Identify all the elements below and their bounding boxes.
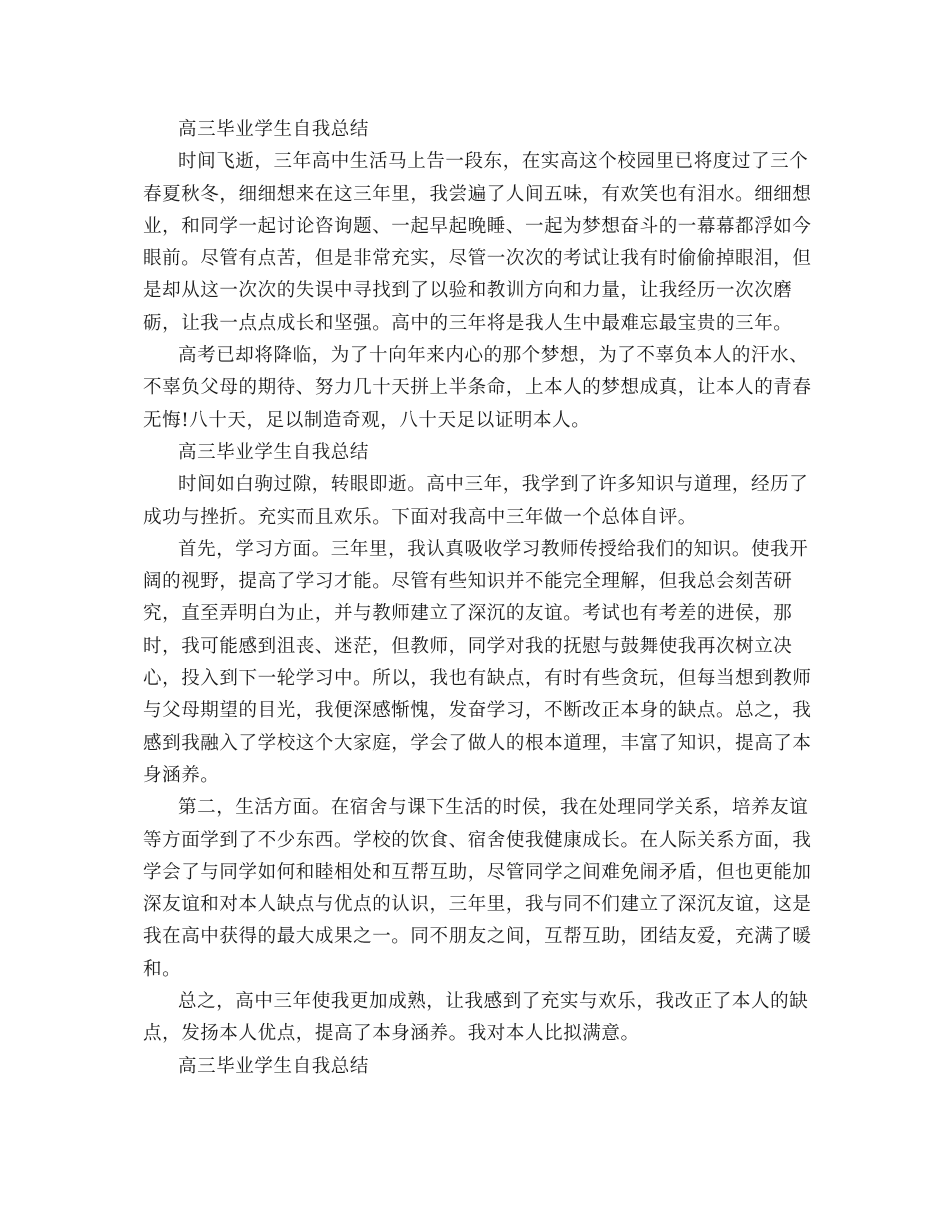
paragraph: 总之，高中三年使我更加成熟，让我感到了充实与欢乐，我改正了本人的缺点，发扬本人优点，提高了本身涵养。我对本人比拟满意。 [143, 991, 809, 1045]
paragraph: 时间飞逝，三年高中生活马上告一段东，在实高这个校园里已将度过了三个春夏秋冬，细细想来在这三年里，我尝遍了人间五味，有欢笑也有泪水。细细想业，和同学一起讨论咨询题、一起早起晚睡、一起为梦想奋斗的一幕幕都浮如今眼前。尽管有点苦，但是非常充实，尽管一次次的考试让我有时偷偷掉眼泪，但是却从这一次次的失误中寻找到了以验和教训方向和力量，让我经历一次次磨砺，让我一点点成长和坚强。高中的三年将是我人生中最难忘最宝贵的三年。 [143, 151, 812, 334]
section-heading: 高三毕业学生自我总结 [178, 441, 370, 463]
paragraph: 时间如白驹过隙，转眼即逝。高中三年，我学到了许多知识与道理，经历了成功与挫折。充实而且欢乐。下面对我高中三年做一个总体自评。 [143, 474, 809, 528]
paragraph: 首先，学习方面。三年里，我认真吸收学习教师传授给我们的知识。使我开阔的视野，提高了学习才能。尽管有些知识并不能完全理解，但我总会刻苦研究，直至弄明白为止，并与教师建立了深沉的友谊。考试也有考差的进侯，那时，我可能感到沮丧、迷茫，但教师，同学对我的抚慰与鼓舞使我再次树立决心，投入到下一轮学习中。所以，我也有缺点，有时有些贪玩，但每当想到教师与父母期望的目光，我便深感惭愧，发奋学习，不断改正本身的缺点。总之，我感到我融入了学校这个大家庭，学会了做人的根本道理，丰富了知识，提高了本身涵养。 [143, 538, 812, 786]
section-heading: 高三毕业学生自我总结 [178, 1055, 370, 1077]
document-body [143, 114, 823, 1083]
section-heading: 高三毕业学生自我总结 [178, 119, 370, 140]
paragraph: 高考已却将降临，为了十向年来内心的那个梦想，为了不辜负本人的汗水、不辜负父母的期待、努力几十天拼上半条命，上本人的梦想成真，让本人的青春无悔!八十天，足以制造奇观，八十天足以证明本人。 [143, 345, 812, 431]
paragraph: 第二，生活方面。在宿舍与课下生活的时侯，我在处理同学关系，培养友谊等方面学到了不少东西。学校的饮食、宿舍使我健康成长。在人际关系方面，我学会了与同学如何和睦相处和互帮互助，尽管同学之间难免闹矛盾，但也更能加深友谊和对本人缺点与优点的认识，三年里，我与同不们建立了深沉友谊，这是我在高中获得的最大成果之一。同不朋友之间，互帮互助，团结友爱，充满了暖和。 [143, 797, 812, 980]
